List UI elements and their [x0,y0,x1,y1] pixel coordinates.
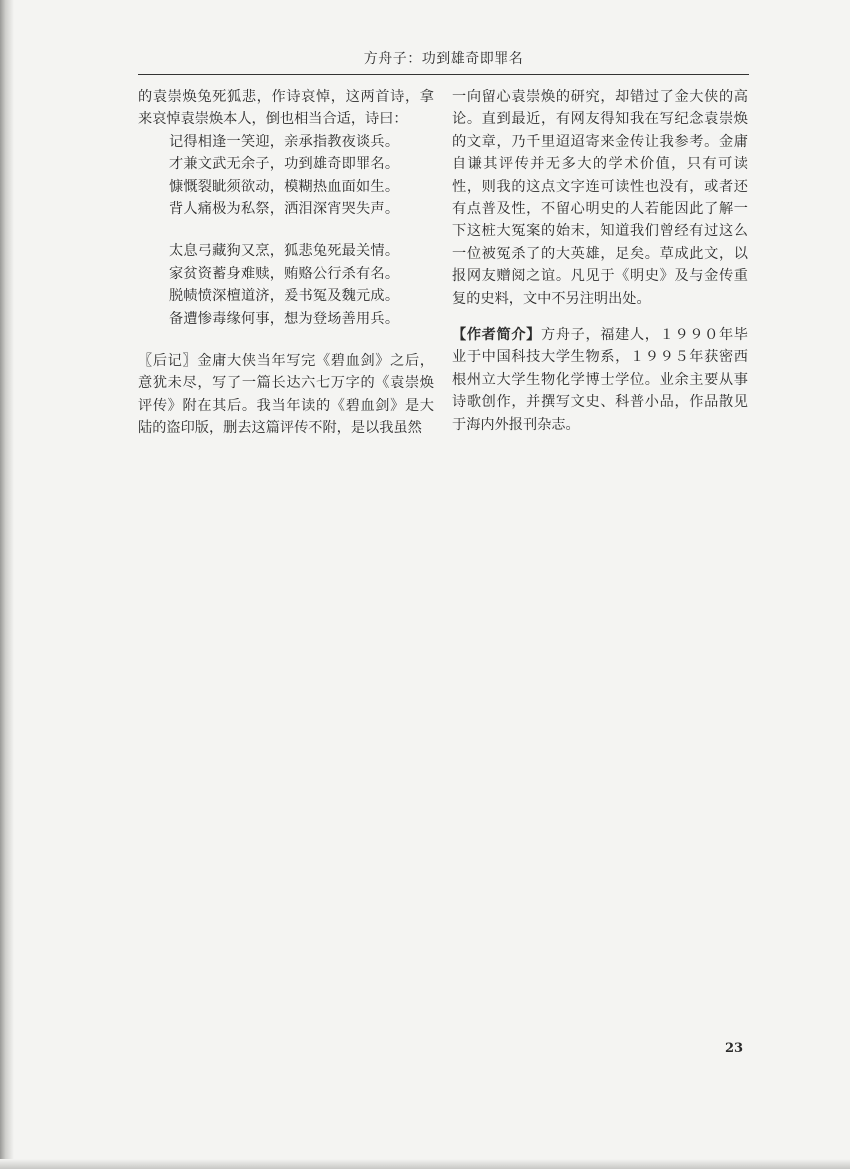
section-gap [138,330,434,350]
poem-line: 慷慨裂眦须欲动，模糊热血面如生。 [169,178,400,195]
poem-line: 太息弓藏狗又烹，狐悲兔死最关情。 [169,243,400,260]
author-bio-text: 方舟子，福建人，１９９０年毕业于中国科技大学生物系，１９９５年获密西根州立大学生物化学博士学位。业余主要从事诗歌创作，并撰写文史、科普小品，作品散见于海内外报刊杂志。 [452,327,748,433]
postscript-paragraph: 〖后记〗金庸大侠当年写完《碧血剑》之后，意犹未尽，写了一篇长达六七万字的《袁崇焕评传》附在其后。我当年读的《碧血剑》是大陆的盗印版，删去这篇评传不附，是以我虽然 [138,353,434,437]
author-bio-paragraph [452,324,748,436]
section-gap [452,310,748,324]
intro-paragraph: 的袁崇焕兔死狐悲，作诗哀悼，这两首诗，拿来哀悼袁崇焕本人，倒也相当合适，诗曰： [138,89,434,128]
poem-line: 脱帻愤深檀道济，爰书冤及魏元成。 [169,288,400,305]
scan-edge-shadow [0,0,14,1169]
poem-line: 记得相逢一笑迎，亲承指教夜谈兵。 [169,133,400,150]
poem-line: 备遭惨毒缘何事，想为登场善用兵。 [169,310,400,327]
poem-stanza-1 [138,131,434,221]
running-header: 方舟子：功到雄奇即罪名 [363,51,524,67]
postscript-continued-paragraph: 一向留心袁崇焕的研究，却错过了金大侠的高论。直到最近，有网友得知我在写纪念袁崇焕的文章，乃千里迢迢寄来金传让我参考。金庸自谦其评传并无多大的学术价值，只有可读性，则我的这点文字连可读性也没有，或者还有点普及性，不留心明史的人若能因此了解一下这桩大冤案的始末，知道我们曾经有过这么一位被冤杀了的大英雄，足矣。草成此文，以报网友赠阅之谊。凡见于《明史》及与金传重复的史料，文中不另注明出处。 [452,89,748,307]
right-column [452,86,748,436]
author-bio-label: 【作者简介】 [452,327,541,344]
poem-line: 背人痛极为私祭，洒泪深宵哭失声。 [169,201,400,218]
scan-bottom-shadow [0,1159,850,1169]
poem-line: 家贫资蓄身难赎，贿赂公行杀有名。 [169,265,400,282]
stanza-gap [138,220,434,240]
poem-stanza-2 [138,240,434,330]
left-column [138,86,434,440]
poem-line: 才兼文武无余子，功到雄奇即罪名。 [169,156,400,173]
page-number: 23 [725,1041,744,1056]
header-rule [138,74,749,75]
